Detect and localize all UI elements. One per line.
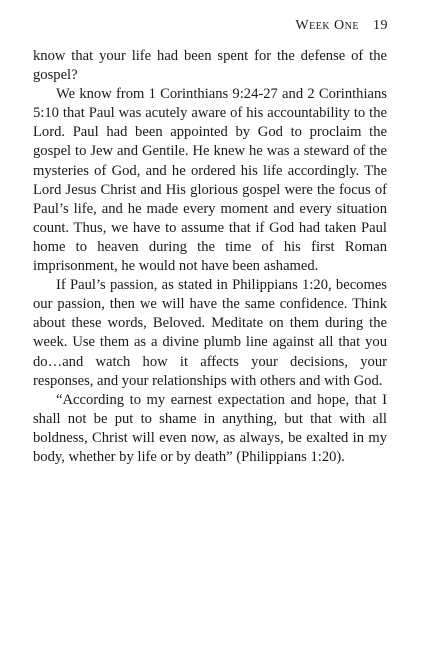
paragraph-continuation: know that your life had been spent for the defense of the gospel? <box>33 48 387 84</box>
paragraph-accountability: We know from 1 Corinthians 9:24-27 and 2 Corinthians 5:10 that Paul was acutely aware of his accountability to the Lord. Paul had been appointed by God to proclaim the gospel to Jew and Gentile. He knew he was a steward of the mysteries of God, and he ordered his life accordingly. The Lord Jesus Christ and His glorious gospel were the focus of Paul’s life, and he made every moment and every situation count. Thus, we have to assume that if God had taken Paul home to heaven during the time of his first Roman imprisonment, he would not have been ashamed. <box>33 86 387 275</box>
running-head <box>295 18 388 34</box>
body-text <box>33 47 387 467</box>
paragraph-scripture-quote: “According to my earnest expectation and hope, that I shall not be put to shame in anything, but that with all boldness, Christ will even now, as always, be exalted in my body, whether by life or by death” (Philippians 1:20). <box>33 391 387 465</box>
section-title: Week One <box>295 18 359 33</box>
paragraph-passion: If Paul’s passion, as stated in Philippians 1:20, becomes our passion, then we will have the same confidence. Think about these words, Beloved. Meditate on them during the week. Use them as a divine plumb line against all that you do…and watch how it affects your decisions, your responses, and your relationships with others and with God. <box>33 277 387 389</box>
page-number: 19 <box>373 18 388 33</box>
